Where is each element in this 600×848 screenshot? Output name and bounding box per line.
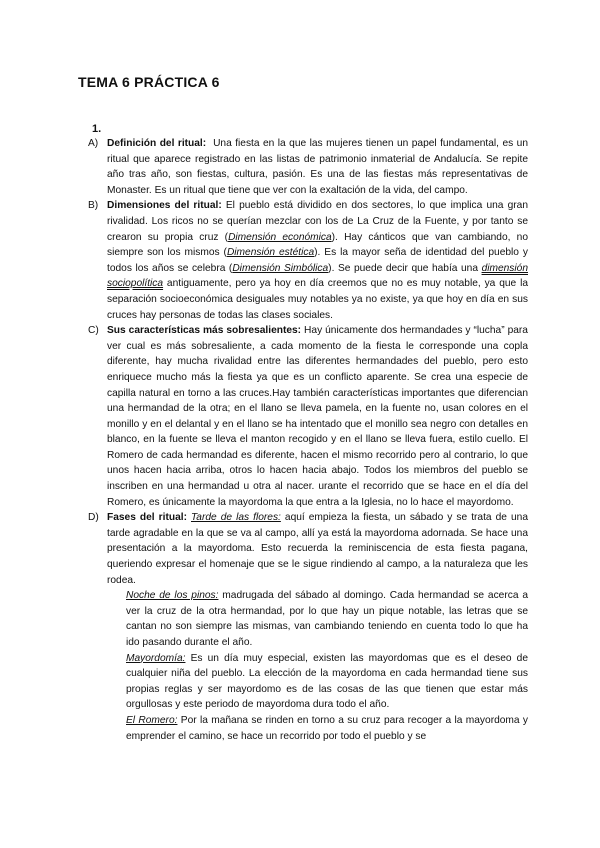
dimension-economic: Dimensión económica: [228, 231, 332, 243]
item-text: Una fiesta en la que las mujeres tienen un papel fundamental, es un ritual que aparece registrado en las listas de patrimonio inmaterial de Andalucía. Se repite año tras año, son fiestas, cultura, pasión. Es una de las fiestas más representativas de Monaster. Es un ritual que tiene que ver con la exaltación de la vida, del campo.: [107, 138, 528, 196]
item-text: ). Es la mayor seña de identidad del pueblo y todos los años se celebra (: [107, 247, 528, 274]
item-marker: D): [88, 512, 99, 524]
phase-paragraph: [107, 651, 528, 713]
item-b-dimensions: [88, 198, 528, 323]
phase-text: aquí empieza la fiesta, un sábado y se trata de una tarde agradable en la que se va al campo, allí ya está la mayordoma adornada. Se hace una presentación a la mayordoma. Esto recuerda la reminiscencia de esta fiesta pagana, queriendo expresar el homenaje que se le sigue rindiendo al campo, a la naturaleza que les rodea.: [107, 512, 528, 586]
phase-name: Mayordomía:: [126, 652, 186, 664]
item-c-characteristics: [88, 323, 528, 510]
item-marker: B): [88, 200, 99, 212]
phase-text: Por la mañana se rinden en torno a su cruz para recoger a la mayordoma y emprender el camino, se hace un recorrido por todo el pueblo y se: [126, 714, 528, 742]
item-marker: C): [88, 325, 99, 337]
item-text: Hay únicamente dos hermandades y “lucha” para ver cual es más sobresaliente, a cada momento de la fiesta le corresponde una copla diferente, hay mucha rivalidad entre las diferentes hermandades del pueblo, pero esto enriquece mucho más la fiesta ya que es un conflicto aparente. Se crea una especie de capilla natural en torno a las cruces.Hay también características importantes que diferencian una hermandad de la otra; en el llano se lleva pamela, en la fuente no, usan colores en el monillo y en el delantal y en el llano se ha intentado que el monillo sea negro con detalles en blanco, en la fuente se lleva el manton recogido y en el llano se lleva fuera, estilo cuello. El Romero de cada hermandad es diferente, hacen el mismo recorrido pero al contrario, lo que unos hacen hacia arriba, otros lo hacen hacia abajo. Todos los miembros del pueblo se inscriben en una hermandad u otra al nacer. urante el recorrido que se hace en el día del Romero, es únicamente la mayordoma la que entra a la Iglesia, no lo hace el mayordomo.: [107, 325, 528, 508]
item-text: ). Se puede decir que había una: [328, 262, 482, 274]
item-text: El pueblo está dividido en dos sectores, lo que implica una gran rivalidad. Los ricos no se querían mezclar con los de La Cruz de la Fuente, y por tanto se crearon su propia cruz (: [107, 200, 528, 243]
item-paragraph: [107, 136, 528, 198]
phase-paragraph: [107, 588, 528, 650]
item-a-definition: [88, 136, 528, 198]
phase-paragraph: [107, 713, 528, 744]
item-text: antiguamente, pero ya hoy en día creemos que no es muy notable, ya que la separación socioeconómica desiguales muy notables ya no existe, ya que hoy en día en sus cruces hay personas de todas las clases sociales.: [107, 278, 528, 321]
dimension-symbolic: Dimensión Simbólica: [232, 262, 329, 274]
dimension-aesthetic: Dimensión estética: [226, 247, 315, 259]
item-text: ). Hay cánticos que van cambiando, no siempre son los mismos (: [107, 231, 528, 259]
item-paragraph: [107, 323, 528, 510]
phase-name: Noche de los pinos:: [126, 590, 219, 602]
item-heading: Fases del ritual:: [107, 512, 187, 524]
phase-name: El Romero:: [126, 714, 178, 726]
item-heading: Dimensiones del ritual:: [107, 200, 222, 212]
phase-text: madrugada del sábado al domingo. Cada hermandad se acerca a ver la cruz de la otra hermandad, por lo que hay un pique notable, las letras que se cantan no son siempre las mismas, van cambiando teniendo en cuenta todo lo que ha ido pasando durante el año.: [126, 590, 528, 648]
phase-name: Tarde de las flores:: [191, 512, 281, 524]
page-title: TEMA 6 PRÁCTICA 6: [78, 74, 220, 90]
item-paragraph: [107, 510, 528, 588]
phase-text: Es un día muy especial, existen las mayordomas que es el deseo de cualquier niña del pueblo. La elección de la mayordoma en cada hermandad tiene sus propias reglas y ser mayordomo es de las cosas de las que tienen que estar más orgullosas y este periodo de mayordoma dura todo el año.: [126, 652, 528, 711]
item-marker: A): [88, 138, 99, 149]
item-heading: Sus características más sobresalientes:: [107, 325, 302, 337]
item-heading: Definición del ritual:: [107, 138, 207, 149]
question-number: 1.: [92, 123, 102, 135]
answer-list: [88, 136, 528, 744]
dimension-sociopolitical: dimensión sociopolítica: [107, 262, 528, 290]
item-paragraph: [107, 198, 528, 323]
item-d-phases: [88, 510, 528, 744]
